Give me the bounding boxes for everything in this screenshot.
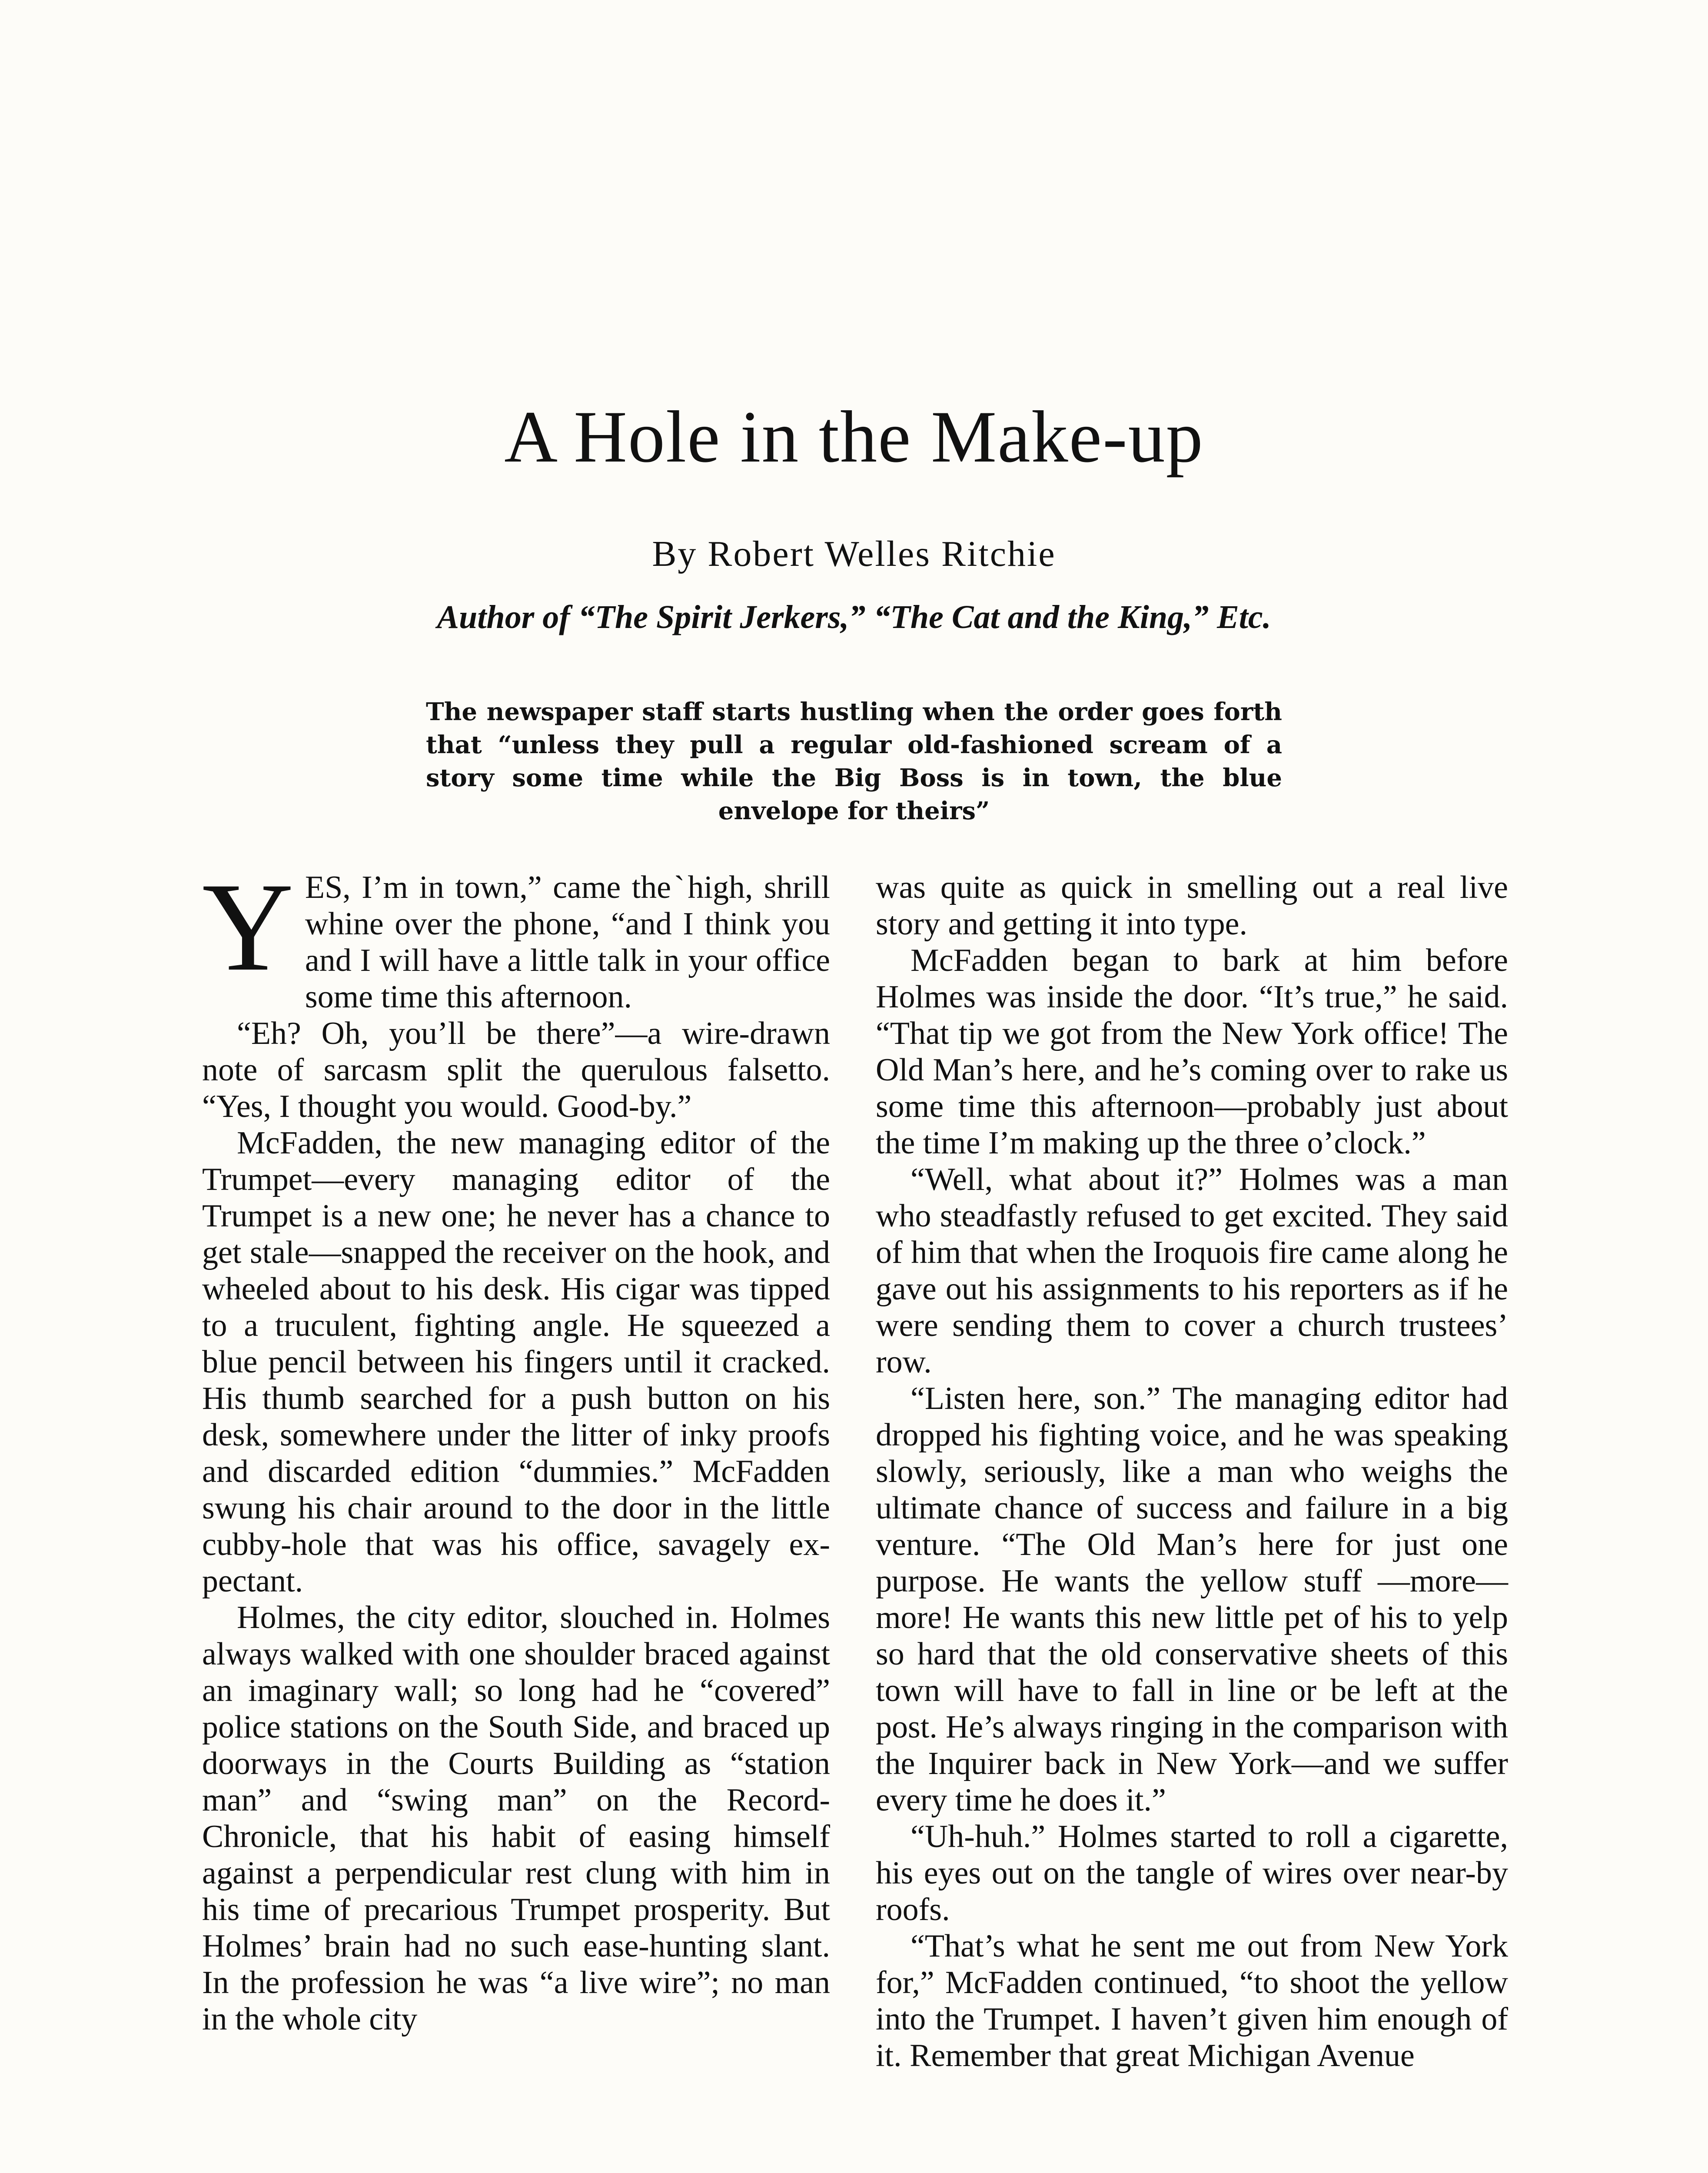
paragraph: was quite as quick in smelling out a real live story and getting it into type. [876,870,1508,942]
text-column-right [876,869,1508,2074]
paragraph: McFadden began to bark at him before Holmes was inside the door. “It’s true,” he said. “That tip we got from the New York office! The Old Man’s here, and he’s coming over to rake us some time this afternoon—probably just about the time I’m making up the three o’clock.” [876,943,1508,1161]
drop-cap: Y [202,857,294,997]
text-column-left [202,857,830,2037]
author-credits: Author of “The Spirit Jerkers,” “The Cat and the King,” Etc. [437,599,1271,635]
paragraph: “Uh-huh.” Holmes started to roll a cigarette, his eyes out on the tangle of wires over near-by roofs. [876,1819,1508,1927]
story-blurb: The newspaper staff starts hustling when the order goes forth that “unless they pull a regular old-fashioned scream of a story some time while the Big Boss is in town, the blue envelope for theirs” [426,698,1282,825]
paragraph: “Eh? Oh, you’ll be there”—a wire-drawn note of sarcasm split the querulous falsetto. “Yes, I thought you would. Good-by.” [202,1016,830,1124]
paragraph [202,857,830,1015]
story-title: A Hole in the Make-up [504,396,1204,478]
paragraph: Holmes, the city editor, slouched in. Holmes always walked with one shoulder braced against an imaginary wall; so long had he “covered” police stations on the South Side, and braced up doorways in the Courts Building as “station man” and “swing man” on the Record-Chronicle, that his habit of easing himself against a perpendicular rest clung with him in his time of precarious Trumpet prosperity. But Holmes’ brain had no such ease-hunting slant. In the profession he was “a live wire”; no man in the whole city [202,1600,830,2037]
paragraph-text: ES, I’m in town,” came theˋhigh, shrill whine over the phone, “and I think you and I will have a little talk in your office some time this afternoon. [305,870,830,1015]
paragraph: “That’s what he sent me out from New York for,” McFadden continued, “to shoot the yellow into the Trumpet. I haven’t given him enough of it. Remember that great Michigan Avenue [876,1928,1508,2073]
paragraph: “Listen here, son.” The managing editor had dropped his fighting voice, and he was speaking slowly, seriously, like a man who weighs the ultimate chance of success and failure in a big venture. “The Old Man’s here for just one purpose. He wants the yellow stuff —more—more! He wants this new little pet of his to yelp so hard that the old conservative sheets of this town will have to fall in line or be left at the post. He’s always ringing in the comparison with the Inquirer back in New York—and we suffer every time he does it.” [876,1381,1508,1818]
byline: By Robert Welles Ritchie [652,534,1056,574]
paragraph: McFadden, the new managing editor of the Trumpet—every managing editor of the Trumpet is a new one; he never has a chance to get stale—snapped the receiver on the hook, and wheeled about to his desk. His cigar was tipped to a truculent, fighting angle. He squeezed a blue pencil between his fingers until it cracked. His thumb searched for a push button on his desk, somewhere under the litter of inky proofs and discarded edition “dummies.” McFadden swung his chair around to the door in the little cubby-hole that was his office, savagely expectant. [202,1125,830,1599]
paragraph: “Well, what about it?” Holmes was a man who steadfastly refused to get excited. They said of him that when the Iroquois fire came along he gave out his assignments to his reporters as if he were sending them to cover a church trustees’ row. [876,1162,1508,1380]
